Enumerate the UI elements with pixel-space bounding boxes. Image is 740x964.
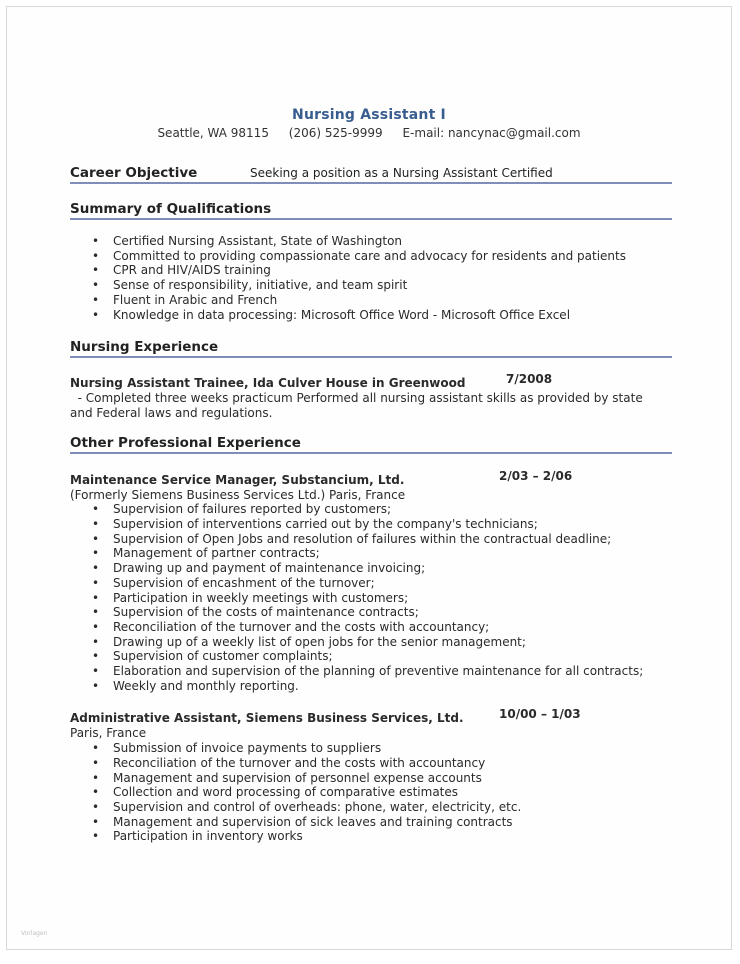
duty-item: • Drawing up and payment of maintenance invoicing;	[113, 561, 672, 576]
summary-heading: Summary of Qualifications	[70, 201, 672, 220]
job1-subtitle: (Formerly Siemens Business Services Ltd.) Paris, France	[70, 487, 406, 502]
qualification-item: • Sense of responsibility, initiative, and team spirit	[113, 278, 672, 293]
duty-item: • Supervision of encashment of the turnover;	[113, 576, 672, 591]
duty-item: • Drawing up of a weekly list of open jobs for the senior management;	[113, 635, 672, 650]
nursing-description-2: and Federal laws and regulations.	[70, 405, 273, 420]
duty-item: • Supervision and control of overheads: phone, water, electricity, etc.	[113, 800, 672, 815]
resume-body	[70, 165, 672, 844]
duty-item: • Collection and word processing of comparative estimates	[113, 785, 672, 800]
qualification-item: • CPR and HIV/AIDS training	[113, 263, 672, 278]
duty-item: • Supervision of interventions carried out by the company's technicians;	[113, 517, 672, 532]
resume-page	[6, 6, 732, 950]
career-objective-heading: Career Objective	[70, 165, 198, 181]
job1-line	[70, 469, 672, 488]
resume-header	[7, 107, 731, 140]
duty-item: • Supervision of the costs of maintenance contracts;	[113, 605, 672, 620]
duty-item: • Management and supervision of personnel expense accounts	[113, 771, 672, 786]
duty-item: • Participation in weekly meetings with customers;	[113, 591, 672, 606]
job2-subtitle: Paris, France	[70, 726, 147, 741]
duty-item: • Weekly and monthly reporting.	[113, 679, 672, 694]
footnote: Vorlagen	[21, 930, 48, 937]
nursing-job-line	[70, 372, 672, 391]
duty-item: • Management of partner contracts;	[113, 546, 672, 561]
nursing-description-1: - Completed three weeks practicum Performed all nursing assistant skills as provided by state	[70, 391, 643, 406]
duty-item: • Submission of invoice payments to suppliers	[113, 741, 672, 756]
job2-date: 10/00 – 1/03	[499, 707, 581, 722]
duty-item: • Supervision of Open Jobs and resolution of failures within the contractual deadline;	[113, 532, 672, 547]
address: Seattle, WA 98115	[157, 126, 269, 140]
candidate-name: Nursing Assistant I	[292, 107, 446, 123]
nursing-job-date: 7/2008	[506, 372, 553, 387]
job1-date: 2/03 – 2/06	[499, 468, 573, 483]
job1-title: Maintenance Service Manager, Substancium, Ltd.	[70, 472, 405, 487]
duty-item: • Reconciliation of the turnover and the costs with accountancy;	[113, 620, 672, 635]
qualification-item: • Committed to providing compassionate care and advocacy for residents and patients	[113, 249, 672, 264]
job1-duties-list	[70, 502, 672, 693]
career-objective-text: Seeking a position as a Nursing Assistant Certified	[250, 166, 553, 180]
contact-line	[7, 126, 731, 140]
career-objective-section	[70, 165, 672, 184]
job2-duties-list	[70, 741, 672, 844]
other-heading: Other Professional Experience	[70, 435, 672, 454]
duty-item: • Management and supervision of sick leaves and training contracts	[113, 815, 672, 830]
qualification-item: • Certified Nursing Assistant, State of Washington	[113, 234, 672, 249]
job2-line	[70, 707, 672, 726]
nursing-job-title: Nursing Assistant Trainee, Ida Culver House in Greenwood	[70, 376, 466, 391]
duty-item: • Participation in inventory works	[113, 829, 672, 844]
duty-item: • Supervision of customer complaints;	[113, 649, 672, 664]
summary-list	[70, 234, 672, 322]
nursing-heading: Nursing Experience	[70, 339, 672, 358]
job2-title: Administrative Assistant, Siemens Business Services, Ltd.	[70, 711, 464, 726]
duty-item: • Supervision of failures reported by customers;	[113, 502, 672, 517]
email: E-mail: nancynac@gmail.com	[402, 126, 581, 140]
duty-item: • Elaboration and supervision of the planning of preventive maintenance for all contracts;	[113, 664, 672, 679]
duty-item: • Reconciliation of the turnover and the costs with accountancy	[113, 756, 672, 771]
qualification-item: • Fluent in Arabic and French	[113, 293, 672, 308]
phone: (206) 525-9999	[288, 126, 383, 140]
qualification-item: • Knowledge in data processing: Microsoft Office Word - Microsoft Office Excel	[113, 308, 672, 323]
